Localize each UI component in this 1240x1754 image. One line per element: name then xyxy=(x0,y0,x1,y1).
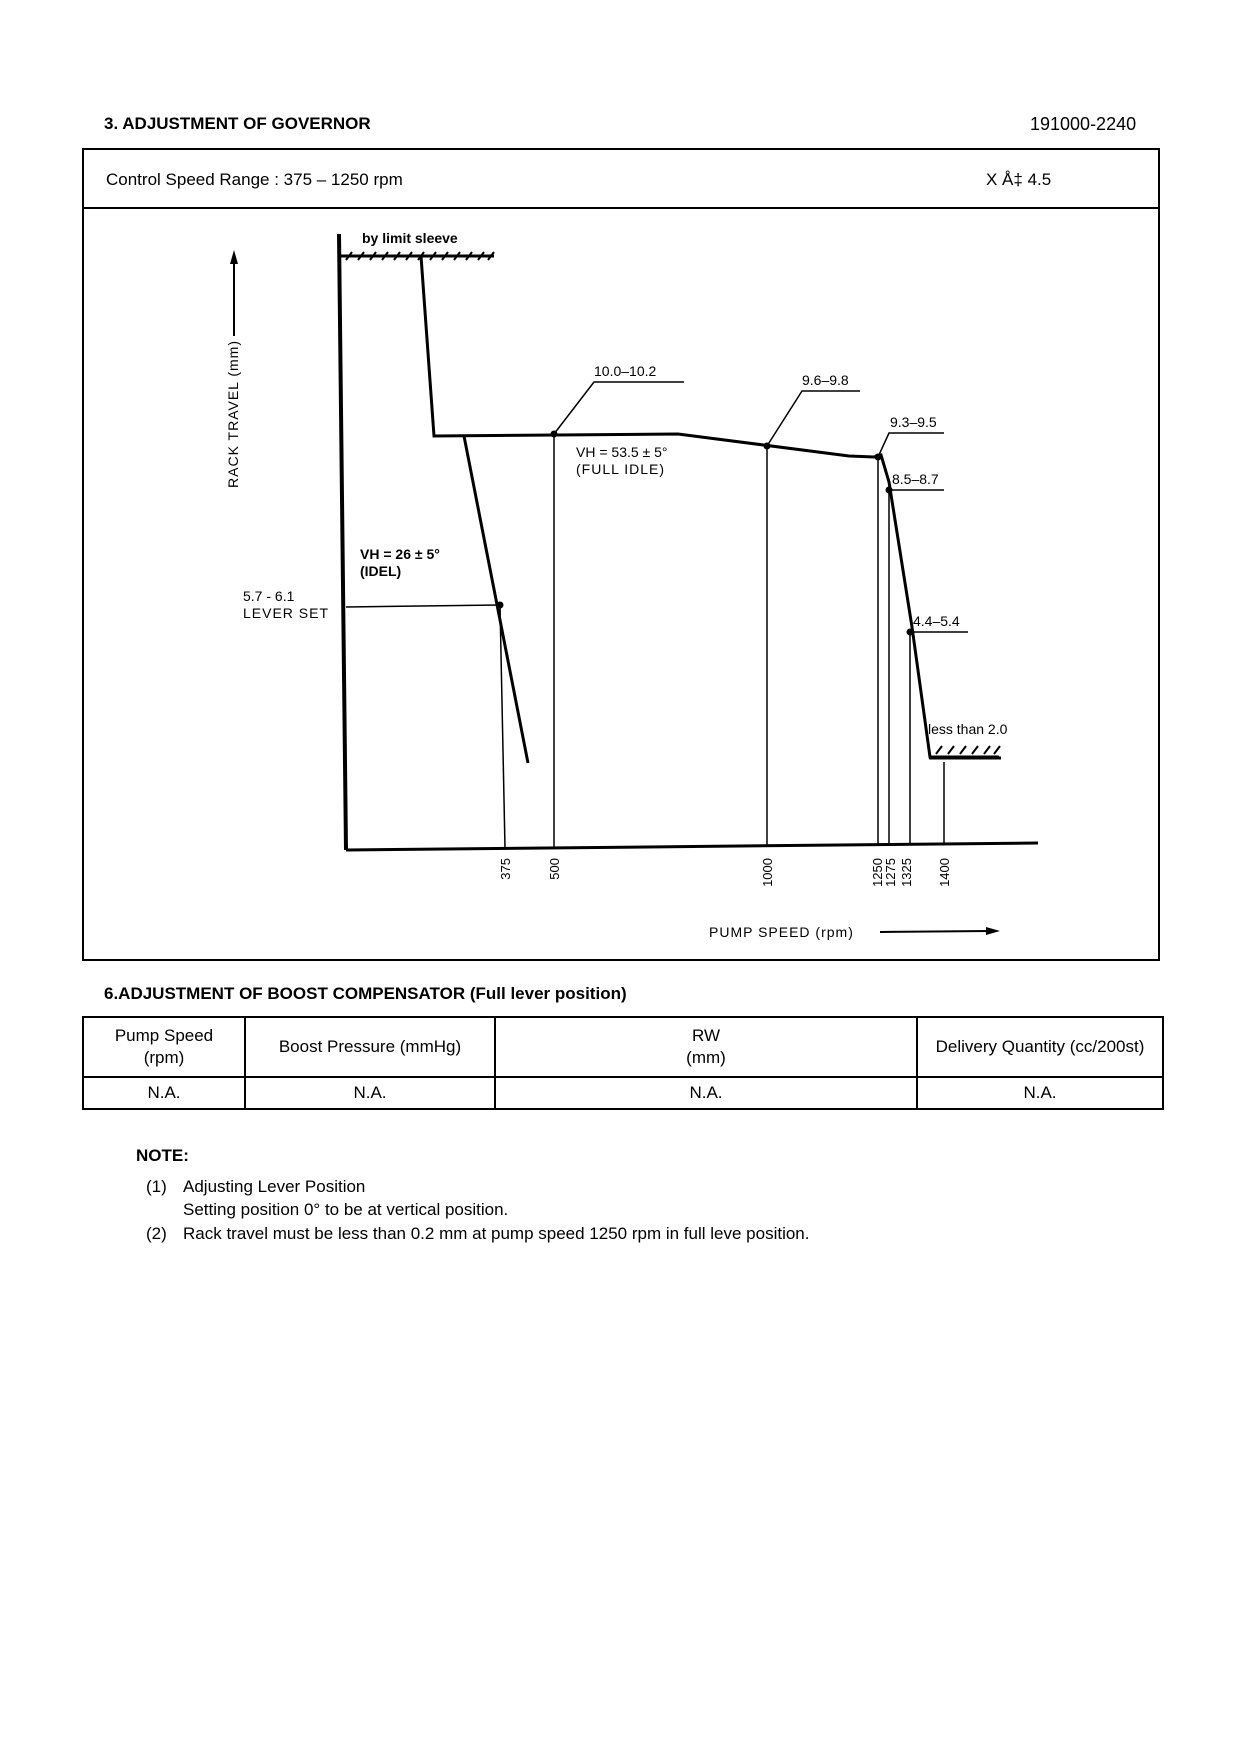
governor-panel xyxy=(82,148,1160,961)
limit-sleeve-label: by limit sleeve xyxy=(362,230,458,246)
x-axis-arrow xyxy=(880,931,990,932)
callout-less-than: less than 2.0 xyxy=(928,721,1008,737)
cell-pump-speed: N.A. xyxy=(83,1077,245,1109)
tick-1400: 1400 xyxy=(937,858,952,887)
idle-slope-line xyxy=(464,436,528,763)
section-title-governor: 3. ADJUSTMENT OF GOVERNOR xyxy=(104,114,371,133)
point-lever-set xyxy=(497,602,504,609)
bottom-limit-hatch xyxy=(936,746,1000,754)
header-pump-speed xyxy=(83,1017,245,1077)
leader-10-0 xyxy=(554,382,684,434)
leader-9-3 xyxy=(878,433,944,457)
cell-boost-pressure: N.A. xyxy=(245,1077,495,1109)
x-axis xyxy=(346,843,1038,850)
tick-1275: 1275 xyxy=(883,858,898,887)
section-title-boost: 6.ADJUSTMENT OF BOOST COMPENSATOR (Full lever position) xyxy=(104,984,627,1003)
x-axis-label: PUMP SPEED (rpm) xyxy=(709,924,854,940)
callout-10-0: 10.0–10.2 xyxy=(594,363,657,379)
header-pump-speed-line1: Pump Speed xyxy=(114,1026,214,1045)
full-idle-name: (FULL IDLE) xyxy=(576,461,666,477)
note-2-line1: Rack travel must be less than 0.2 mm at pump speed 1250 rpm in full leve position. xyxy=(183,1224,810,1243)
callout-8-5: 8.5–8.7 xyxy=(892,471,939,487)
idle-name: (IDEL) xyxy=(360,563,402,579)
header-rw-line1: RW xyxy=(691,1026,720,1045)
tick-500: 500 xyxy=(547,858,562,880)
table-row xyxy=(83,1077,1163,1109)
control-code: X Å‡ 4.5 xyxy=(986,170,1052,189)
idle-vh: VH = 26 ± 5° xyxy=(360,546,440,562)
x-axis-arrowhead xyxy=(986,927,1000,935)
full-idle-vh: VH = 53.5 ± 5° xyxy=(576,444,668,460)
note-title: NOTE: xyxy=(136,1146,189,1165)
lever-set-name: LEVER SET xyxy=(243,605,330,621)
tick-375: 375 xyxy=(498,858,513,880)
callout-4-4: 4.4–5.4 xyxy=(913,613,960,629)
header-delivery-quantity: Delivery Quantity (cc/200st) xyxy=(917,1017,1163,1077)
y-axis-label: RACK TRAVEL (mm) xyxy=(225,340,241,488)
control-speed-range: Control Speed Range : 375 – 1250 rpm xyxy=(106,170,403,189)
callout-9-6: 9.6–9.8 xyxy=(802,372,849,388)
tick-1000: 1000 xyxy=(760,858,775,887)
leader-9-6 xyxy=(767,391,860,446)
cell-delivery-quantity: N.A. xyxy=(917,1077,1163,1109)
header-pump-speed-line2: (rpm) xyxy=(143,1048,185,1067)
note-1-number: (1) xyxy=(146,1177,167,1196)
note-2-number: (2) xyxy=(146,1224,167,1243)
y-axis-arrowhead xyxy=(230,250,238,264)
boost-compensator-table xyxy=(82,1016,1164,1110)
note-1-line1: Adjusting Lever Position xyxy=(183,1177,366,1196)
lever-set-value: 5.7 - 6.1 xyxy=(243,588,295,604)
governor-curve xyxy=(421,256,999,757)
note-1-line2: Setting position 0° to be at vertical position. xyxy=(183,1200,509,1219)
y-axis xyxy=(339,234,346,850)
lever-set-line xyxy=(346,605,499,607)
document-number: 191000-2240 xyxy=(1030,114,1137,134)
header-rw-line2: (mm) xyxy=(686,1048,726,1067)
header-boost-pressure: Boost Pressure (mmHg) xyxy=(245,1017,495,1077)
tick-1325: 1325 xyxy=(899,858,914,887)
header-rw xyxy=(495,1017,917,1077)
cell-rw: N.A. xyxy=(495,1077,917,1109)
governor-diagram xyxy=(84,150,1158,959)
callout-9-3: 9.3–9.5 xyxy=(890,414,937,430)
tick-1250: 1250 xyxy=(870,858,885,887)
table-header-row xyxy=(83,1017,1163,1077)
